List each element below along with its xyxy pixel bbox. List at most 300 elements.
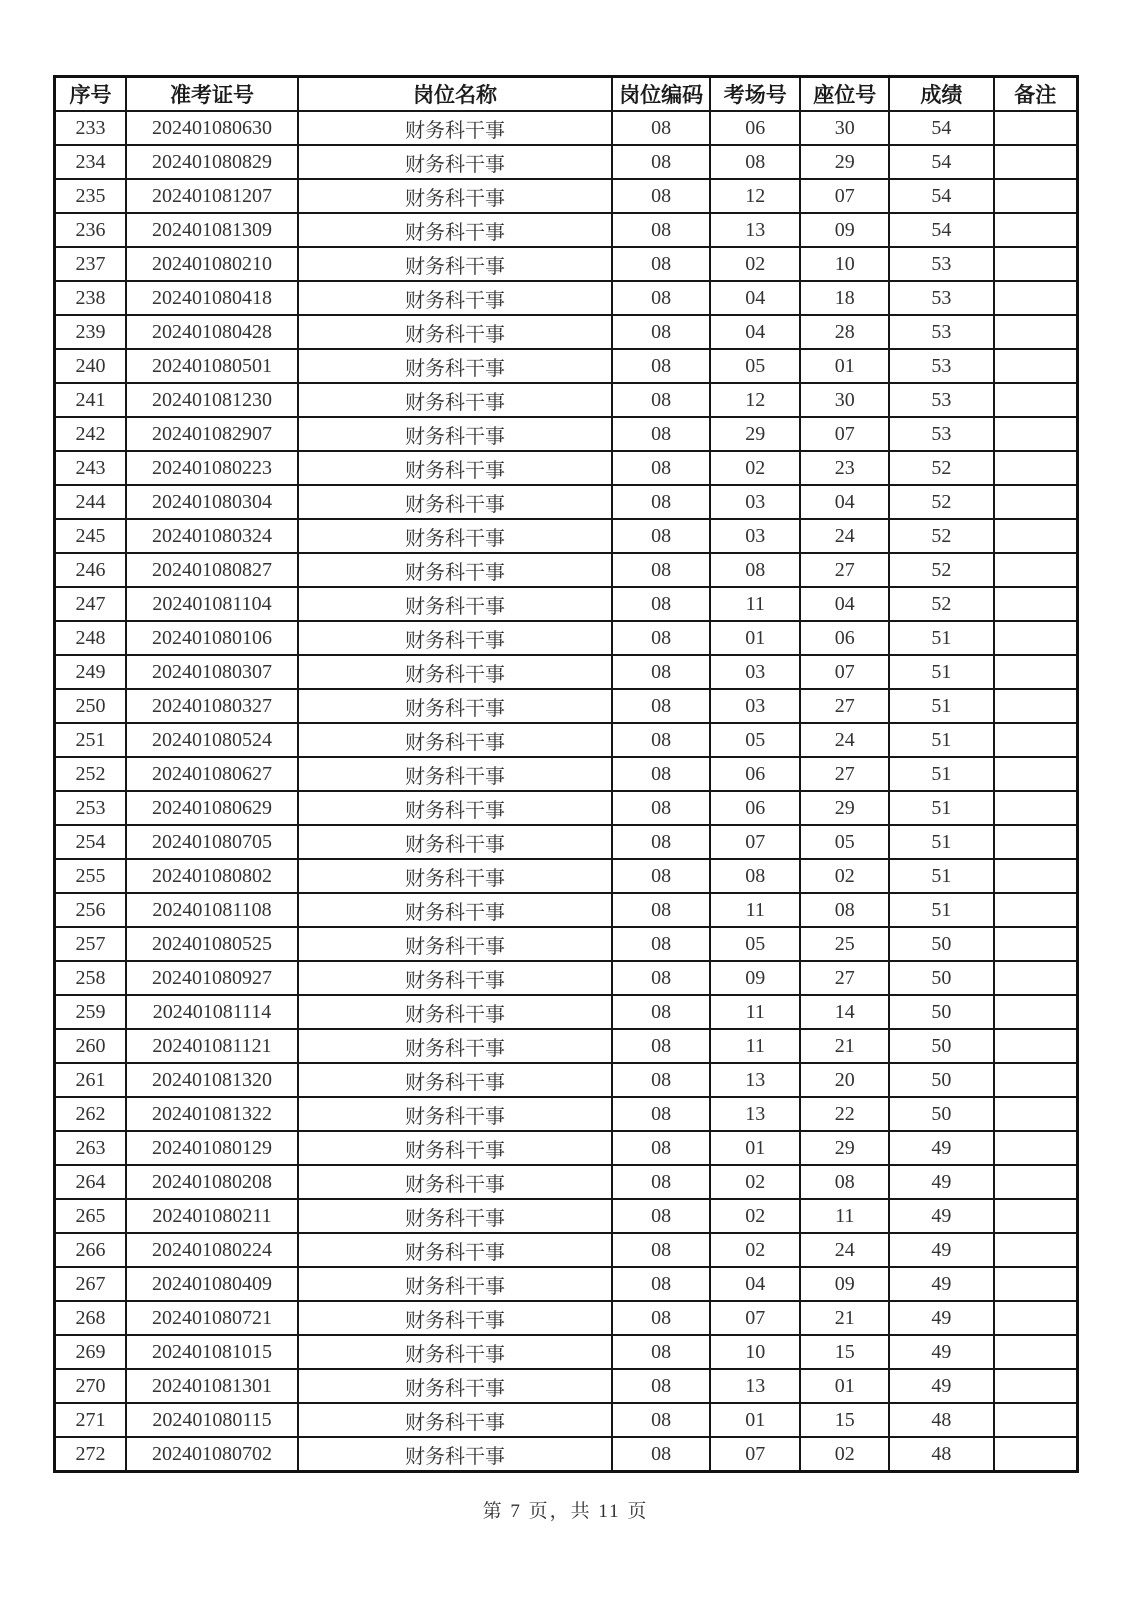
cell-remark [994,1369,1078,1403]
cell-score: 51 [889,791,993,825]
table-row [55,1301,1078,1335]
table-row [55,791,1078,825]
cell-serial: 242 [55,417,127,451]
cell-ticket-number: 202401080115 [126,1403,298,1437]
cell-room-number: 02 [710,1233,800,1267]
cell-seat-number: 11 [800,1199,889,1233]
cell-ticket-number: 202401080927 [126,961,298,995]
cell-serial: 271 [55,1403,127,1437]
cell-seat-number: 01 [800,349,889,383]
cell-room-number: 05 [710,723,800,757]
cell-serial: 246 [55,553,127,587]
cell-score: 50 [889,1063,993,1097]
cell-room-number: 05 [710,927,800,961]
cell-serial: 266 [55,1233,127,1267]
cell-seat-number: 29 [800,1131,889,1165]
cell-position-name: 财务科干事 [298,961,612,995]
cell-position-code: 08 [612,349,710,383]
cell-room-number: 11 [710,893,800,927]
cell-position-code: 08 [612,485,710,519]
cell-seat-number: 10 [800,247,889,281]
cell-room-number: 11 [710,1029,800,1063]
cell-position-name: 财务科干事 [298,1335,612,1369]
cell-remark [994,689,1078,723]
cell-seat-number: 30 [800,383,889,417]
table-row [55,621,1078,655]
cell-score: 49 [889,1267,993,1301]
cell-score: 53 [889,315,993,349]
cell-position-name: 财务科干事 [298,621,612,655]
table-row [55,893,1078,927]
cell-room-number: 06 [710,757,800,791]
cell-ticket-number: 202401081230 [126,383,298,417]
cell-position-code: 08 [612,757,710,791]
cell-remark [994,859,1078,893]
cell-seat-number: 24 [800,519,889,553]
cell-remark [994,1131,1078,1165]
table-row [55,145,1078,179]
table-row [55,655,1078,689]
cell-serial: 239 [55,315,127,349]
cell-remark [994,757,1078,791]
results-table [53,75,1079,1473]
cell-serial: 233 [55,111,127,145]
cell-score: 48 [889,1437,993,1472]
cell-score: 51 [889,689,993,723]
cell-position-name: 财务科干事 [298,1199,612,1233]
cell-remark [994,553,1078,587]
cell-score: 51 [889,655,993,689]
cell-serial: 245 [55,519,127,553]
cell-remark [994,655,1078,689]
cell-room-number: 02 [710,451,800,485]
cell-room-number: 08 [710,553,800,587]
cell-room-number: 12 [710,179,800,213]
cell-position-code: 08 [612,825,710,859]
cell-position-name: 财务科干事 [298,145,612,179]
cell-serial: 255 [55,859,127,893]
cell-serial: 257 [55,927,127,961]
cell-room-number: 03 [710,689,800,723]
cell-seat-number: 09 [800,1267,889,1301]
cell-score: 53 [889,281,993,315]
column-header-seat-number: 座位号 [800,77,889,112]
cell-serial: 259 [55,995,127,1029]
column-header-position-code: 岗位编码 [612,77,710,112]
cell-remark [994,247,1078,281]
cell-score: 54 [889,145,993,179]
cell-room-number: 13 [710,1063,800,1097]
cell-seat-number: 18 [800,281,889,315]
cell-seat-number: 08 [800,893,889,927]
cell-ticket-number: 202401081309 [126,213,298,247]
cell-ticket-number: 202401081301 [126,1369,298,1403]
cell-position-code: 08 [612,519,710,553]
cell-seat-number: 02 [800,859,889,893]
table-row [55,757,1078,791]
cell-remark [994,1165,1078,1199]
cell-position-code: 08 [612,213,710,247]
header-row [55,77,1078,112]
cell-remark [994,587,1078,621]
cell-position-name: 财务科干事 [298,1403,612,1437]
cell-position-code: 08 [612,315,710,349]
cell-position-name: 财务科干事 [298,519,612,553]
cell-remark [994,1437,1078,1472]
cell-position-name: 财务科干事 [298,315,612,349]
table-row [55,927,1078,961]
column-header-position-name: 岗位名称 [298,77,612,112]
cell-position-code: 08 [612,1369,710,1403]
cell-room-number: 01 [710,1403,800,1437]
table-row [55,1029,1078,1063]
cell-ticket-number: 202401080211 [126,1199,298,1233]
cell-position-code: 08 [612,1029,710,1063]
cell-position-name: 财务科干事 [298,757,612,791]
cell-seat-number: 08 [800,1165,889,1199]
cell-remark [994,1097,1078,1131]
cell-score: 52 [889,553,993,587]
cell-room-number: 06 [710,111,800,145]
cell-score: 49 [889,1131,993,1165]
table-row [55,859,1078,893]
cell-score: 54 [889,111,993,145]
cell-position-name: 财务科干事 [298,689,612,723]
cell-position-name: 财务科干事 [298,1131,612,1165]
cell-seat-number: 25 [800,927,889,961]
cell-seat-number: 27 [800,757,889,791]
cell-ticket-number: 202401081322 [126,1097,298,1131]
cell-score: 53 [889,349,993,383]
cell-position-code: 08 [612,859,710,893]
cell-score: 48 [889,1403,993,1437]
cell-ticket-number: 202401080418 [126,281,298,315]
table-row [55,689,1078,723]
cell-position-code: 08 [612,1301,710,1335]
cell-serial: 250 [55,689,127,723]
cell-position-code: 08 [612,1063,710,1097]
cell-score: 50 [889,995,993,1029]
cell-ticket-number: 202401081108 [126,893,298,927]
cell-position-code: 08 [612,179,710,213]
cell-ticket-number: 202401080304 [126,485,298,519]
cell-score: 50 [889,961,993,995]
cell-serial: 262 [55,1097,127,1131]
cell-seat-number: 14 [800,995,889,1029]
cell-position-code: 08 [612,1131,710,1165]
cell-ticket-number: 202401081320 [126,1063,298,1097]
cell-position-name: 财务科干事 [298,485,612,519]
page-footer: 第 7 页，共 11 页 [482,1501,649,1522]
cell-score: 54 [889,213,993,247]
cell-position-name: 财务科干事 [298,111,612,145]
cell-serial: 236 [55,213,127,247]
cell-score: 53 [889,383,993,417]
cell-remark [994,1029,1078,1063]
cell-position-name: 财务科干事 [298,655,612,689]
cell-ticket-number: 202401080210 [126,247,298,281]
cell-ticket-number: 202401080524 [126,723,298,757]
cell-room-number: 10 [710,1335,800,1369]
cell-score: 50 [889,1097,993,1131]
cell-ticket-number: 202401080106 [126,621,298,655]
cell-score: 49 [889,1301,993,1335]
cell-serial: 252 [55,757,127,791]
cell-position-name: 财务科干事 [298,1267,612,1301]
cell-remark [994,1233,1078,1267]
cell-seat-number: 07 [800,417,889,451]
cell-seat-number: 15 [800,1335,889,1369]
cell-position-name: 财务科干事 [298,723,612,757]
cell-ticket-number: 202401081114 [126,995,298,1029]
cell-remark [994,995,1078,1029]
cell-room-number: 04 [710,1267,800,1301]
column-header-ticket-number: 准考证号 [126,77,298,112]
cell-ticket-number: 202401080324 [126,519,298,553]
cell-seat-number: 15 [800,1403,889,1437]
table-row [55,587,1078,621]
cell-ticket-number: 202401080525 [126,927,298,961]
cell-score: 51 [889,723,993,757]
table-row [55,1267,1078,1301]
cell-score: 53 [889,417,993,451]
cell-remark [994,1301,1078,1335]
cell-seat-number: 21 [800,1301,889,1335]
cell-serial: 251 [55,723,127,757]
cell-ticket-number: 202401081104 [126,587,298,621]
cell-remark [994,213,1078,247]
cell-serial: 260 [55,1029,127,1063]
cell-remark [994,145,1078,179]
cell-room-number: 01 [710,621,800,655]
cell-position-code: 08 [612,1403,710,1437]
cell-score: 51 [889,859,993,893]
cell-seat-number: 28 [800,315,889,349]
cell-position-name: 财务科干事 [298,1369,612,1403]
cell-seat-number: 04 [800,485,889,519]
cell-ticket-number: 202401081015 [126,1335,298,1369]
cell-room-number: 05 [710,349,800,383]
cell-room-number: 12 [710,383,800,417]
table-row [55,1369,1078,1403]
cell-room-number: 06 [710,791,800,825]
table-header [55,77,1078,112]
cell-room-number: 03 [710,485,800,519]
cell-position-code: 08 [612,1165,710,1199]
cell-position-name: 财务科干事 [298,213,612,247]
cell-ticket-number: 202401080829 [126,145,298,179]
table-row [55,213,1078,247]
cell-score: 50 [889,927,993,961]
cell-room-number: 07 [710,1301,800,1335]
table-body [55,111,1078,1472]
cell-room-number: 13 [710,1097,800,1131]
table-row [55,383,1078,417]
cell-ticket-number: 202401080428 [126,315,298,349]
cell-seat-number: 20 [800,1063,889,1097]
cell-serial: 269 [55,1335,127,1369]
cell-serial: 244 [55,485,127,519]
table-row [55,1063,1078,1097]
table-row [55,1165,1078,1199]
cell-seat-number: 27 [800,553,889,587]
table-row [55,1233,1078,1267]
cell-seat-number: 01 [800,1369,889,1403]
cell-score: 51 [889,757,993,791]
cell-ticket-number: 202401080223 [126,451,298,485]
cell-room-number: 13 [710,1369,800,1403]
cell-remark [994,825,1078,859]
cell-ticket-number: 202401080827 [126,553,298,587]
cell-score: 52 [889,485,993,519]
cell-remark [994,451,1078,485]
cell-serial: 256 [55,893,127,927]
cell-position-name: 财务科干事 [298,1097,612,1131]
cell-position-code: 08 [612,451,710,485]
cell-remark [994,179,1078,213]
cell-seat-number: 21 [800,1029,889,1063]
cell-seat-number: 07 [800,655,889,689]
cell-seat-number: 07 [800,179,889,213]
cell-remark [994,519,1078,553]
cell-position-name: 财务科干事 [298,179,612,213]
cell-score: 49 [889,1233,993,1267]
cell-position-code: 08 [612,893,710,927]
cell-ticket-number: 202401080702 [126,1437,298,1472]
cell-seat-number: 02 [800,1437,889,1472]
cell-serial: 261 [55,1063,127,1097]
cell-position-code: 08 [612,111,710,145]
cell-serial: 243 [55,451,127,485]
table-row [55,1131,1078,1165]
cell-position-name: 财务科干事 [298,247,612,281]
cell-remark [994,383,1078,417]
cell-remark [994,1199,1078,1233]
cell-position-name: 财务科干事 [298,995,612,1029]
table-row [55,485,1078,519]
cell-seat-number: 30 [800,111,889,145]
table-row [55,961,1078,995]
cell-room-number: 02 [710,1199,800,1233]
cell-score: 53 [889,247,993,281]
cell-position-name: 财务科干事 [298,927,612,961]
cell-seat-number: 23 [800,451,889,485]
cell-serial: 240 [55,349,127,383]
cell-score: 51 [889,825,993,859]
table-row [55,1199,1078,1233]
cell-position-code: 08 [612,383,710,417]
cell-score: 51 [889,893,993,927]
table-row [55,417,1078,451]
cell-remark [994,621,1078,655]
cell-position-name: 财务科干事 [298,553,612,587]
cell-position-code: 08 [612,1199,710,1233]
table-row [55,281,1078,315]
cell-score: 52 [889,451,993,485]
cell-seat-number: 06 [800,621,889,655]
cell-serial: 253 [55,791,127,825]
column-header-serial: 序号 [55,77,127,112]
table-row [55,111,1078,145]
cell-ticket-number: 202401082907 [126,417,298,451]
cell-remark [994,893,1078,927]
cell-position-name: 财务科干事 [298,587,612,621]
cell-remark [994,111,1078,145]
cell-serial: 258 [55,961,127,995]
cell-position-name: 财务科干事 [298,1301,612,1335]
cell-ticket-number: 202401080629 [126,791,298,825]
cell-seat-number: 24 [800,1233,889,1267]
cell-room-number: 11 [710,995,800,1029]
cell-ticket-number: 202401081121 [126,1029,298,1063]
cell-position-code: 08 [612,1267,710,1301]
table-row [55,315,1078,349]
cell-score: 50 [889,1029,993,1063]
cell-serial: 241 [55,383,127,417]
cell-remark [994,927,1078,961]
cell-ticket-number: 202401080501 [126,349,298,383]
cell-ticket-number: 202401080129 [126,1131,298,1165]
cell-position-code: 08 [612,961,710,995]
cell-ticket-number: 202401080208 [126,1165,298,1199]
cell-remark [994,281,1078,315]
cell-serial: 267 [55,1267,127,1301]
cell-remark [994,417,1078,451]
cell-position-code: 08 [612,587,710,621]
table-row [55,179,1078,213]
cell-seat-number: 27 [800,689,889,723]
cell-position-code: 08 [612,1233,710,1267]
cell-ticket-number: 202401080307 [126,655,298,689]
cell-room-number: 03 [710,519,800,553]
cell-remark [994,1267,1078,1301]
cell-position-name: 财务科干事 [298,1029,612,1063]
cell-position-name: 财务科干事 [298,417,612,451]
cell-position-code: 08 [612,723,710,757]
cell-position-name: 财务科干事 [298,893,612,927]
cell-position-code: 08 [612,247,710,281]
cell-room-number: 08 [710,145,800,179]
cell-remark [994,723,1078,757]
cell-position-name: 财务科干事 [298,859,612,893]
cell-room-number: 04 [710,315,800,349]
cell-position-name: 财务科干事 [298,451,612,485]
cell-position-code: 08 [612,655,710,689]
cell-seat-number: 22 [800,1097,889,1131]
cell-room-number: 09 [710,961,800,995]
cell-room-number: 02 [710,1165,800,1199]
cell-score: 49 [889,1369,993,1403]
cell-position-name: 财务科干事 [298,1165,612,1199]
cell-remark [994,791,1078,825]
cell-seat-number: 09 [800,213,889,247]
cell-remark [994,961,1078,995]
cell-seat-number: 05 [800,825,889,859]
cell-ticket-number: 202401080627 [126,757,298,791]
cell-position-name: 财务科干事 [298,349,612,383]
table-row [55,1437,1078,1472]
cell-room-number: 08 [710,859,800,893]
cell-serial: 264 [55,1165,127,1199]
cell-position-code: 08 [612,1335,710,1369]
cell-position-code: 08 [612,1437,710,1472]
cell-position-name: 财务科干事 [298,1437,612,1472]
cell-position-name: 财务科干事 [298,791,612,825]
cell-remark [994,485,1078,519]
cell-ticket-number: 202401080409 [126,1267,298,1301]
cell-position-code: 08 [612,553,710,587]
cell-room-number: 02 [710,247,800,281]
